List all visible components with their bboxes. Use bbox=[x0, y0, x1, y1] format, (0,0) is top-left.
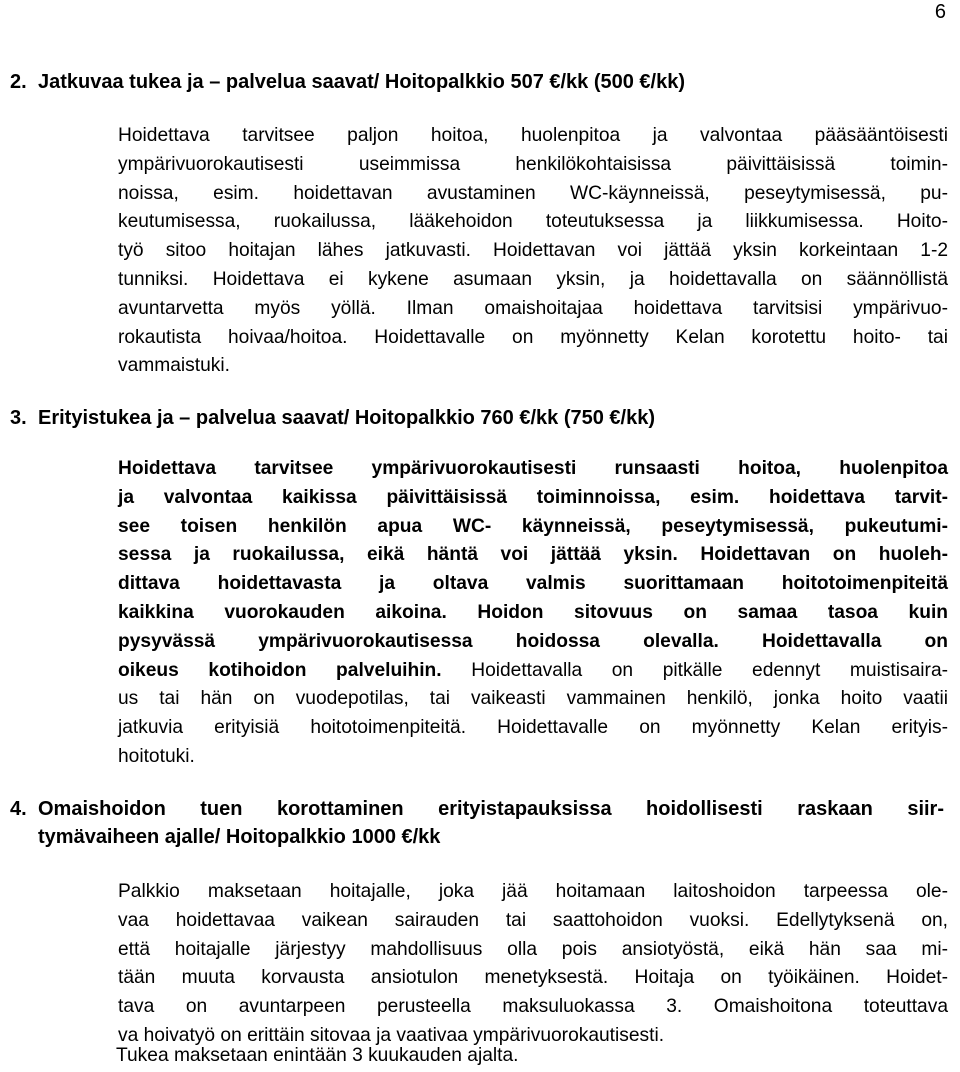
section-2-heading bbox=[10, 68, 946, 96]
paragraph-line-bold: dittava hoidettavasta ja oltava valmis suorittamaan hoitotoimenpiteitä bbox=[118, 573, 948, 595]
paragraph-line: Tukea maksetaan enintään 3 kuukauden ajalta. bbox=[116, 1045, 519, 1066]
bold-text: oikeus kotihoidon palveluihin. bbox=[118, 659, 442, 681]
section-2-number: 2. bbox=[10, 71, 27, 93]
normal-text: Hoidettavalla on pitkälle edennyt muistisaira- bbox=[441, 659, 949, 681]
page-number: 6 bbox=[934, 1, 946, 23]
section-4-paragraph bbox=[118, 878, 948, 1051]
paragraph-line: ympärivuorokautisesti useimmissa henkilökohtaisissa päivittäisissä toimin- bbox=[118, 153, 948, 175]
paragraph-line: us tai hän on vuodepotilas, tai vaikeasti vammainen henkilö, jonka hoito vaatii bbox=[118, 688, 948, 710]
paragraph-line: Hoidettava tarvitsee paljon hoitoa, huolenpitoa ja valvontaa pääsääntöisesti bbox=[118, 125, 948, 146]
section-4-heading bbox=[10, 795, 946, 851]
section-4-title-line1: Omaishoidon tuen korottaminen erityistapauksissa hoidollisesti raskaan siir- bbox=[38, 798, 944, 820]
section-3-paragraph bbox=[118, 455, 948, 772]
section-4-title-line2: tymävaiheen ajalle/ Hoitopalkkio 1000 €/kk bbox=[38, 826, 441, 848]
paragraph-line-bold: ja valvontaa kaikissa päivittäisissä toiminnoissa, esim. hoidettava tarvit- bbox=[118, 486, 948, 508]
paragraph-line: vammaistuki. bbox=[118, 355, 230, 377]
paragraph-line-bold: pysyvässä ympärivuorokautisessa hoidossa olevalla. Hoidettavalla on bbox=[118, 630, 948, 652]
paragraph-line: keutumisessa, ruokailussa, lääkehoidon toteutuksessa ja liikkumisessa. Hoito- bbox=[118, 211, 948, 233]
paragraph-line: avuntarvetta myös yöllä. Ilman omaishoitajaa hoidettava tarvitsisi ympärivuo- bbox=[118, 297, 948, 319]
paragraph-line-bold: see toisen henkilön apua WC- käynneissä, peseytymisessä, pukeutumi- bbox=[118, 515, 948, 537]
section-4-final-line bbox=[116, 1042, 946, 1071]
paragraph-line-mixed bbox=[118, 657, 948, 686]
section-2-title: Jatkuvaa tukea ja – palvelua saavat/ Hoitopalkkio 507 €/kk (500 €/kk) bbox=[38, 71, 686, 93]
paragraph-line: tään muuta korvausta ansiotulon menetyksestä. Hoitaja on työikäinen. Hoidet- bbox=[118, 967, 948, 989]
paragraph-line: hoitotuki. bbox=[118, 745, 195, 767]
paragraph-line: vaa hoidettavaa vaikean sairauden tai saattohoidon vuoksi. Edellytyksenä on, bbox=[118, 909, 948, 931]
section-4-number: 4. bbox=[10, 798, 27, 820]
section-2-paragraph bbox=[118, 122, 948, 381]
paragraph-line: tunniksi. Hoidettava ei kykene asumaan yksin, ja hoidettavalla on säännöllistä bbox=[118, 268, 948, 290]
paragraph-line: työ sitoo hoitajan lähes jatkuvasti. Hoidettavan voi jättää yksin korkeintaan 1-2 bbox=[118, 240, 948, 262]
section-3-heading bbox=[10, 404, 946, 432]
paragraph-line: noissa, esim. hoidettavan avustaminen WC-käynneissä, peseytymisessä, pu- bbox=[118, 182, 948, 204]
paragraph-line-bold: kaikkina vuorokauden aikoina. Hoidon sitovuus on samaa tasoa kuin bbox=[118, 601, 948, 623]
paragraph-line-bold: sessa ja ruokailussa, eikä häntä voi jättää yksin. Hoidettavan on huoleh- bbox=[118, 544, 948, 566]
paragraph-line: Palkkio maksetaan hoitajalle, joka jää hoitamaan laitoshoidon tarpeessa ole- bbox=[118, 881, 948, 902]
paragraph-line: va hoivatyö on erittäin sitovaa ja vaativaa ympärivuorokautisesti. bbox=[118, 1024, 665, 1046]
paragraph-line-bold: Hoidettava tarvitsee ympärivuorokautisesti runsaasti hoitoa, huolenpitoa bbox=[118, 458, 948, 479]
paragraph-line: rokautista hoivaa/hoitoa. Hoidettavalle on myönnetty Kelan korotettu hoito- tai bbox=[118, 326, 948, 348]
paragraph-line: tava on avuntarpeen perusteella maksuluokassa 3. Omaishoitona toteuttava bbox=[118, 996, 948, 1018]
paragraph-line: jatkuvia erityisiä hoitotoimenpiteitä. Hoidettavalle on myönnetty Kelan erityis- bbox=[118, 717, 948, 739]
section-3-title: Erityistukea ja – palvelua saavat/ Hoitopalkkio 760 €/kk (750 €/kk) bbox=[38, 407, 655, 429]
paragraph-line: että hoitajalle järjestyy mahdollisuus olla pois ansiotyöstä, eikä hän saa mi- bbox=[118, 938, 948, 960]
section-3-number: 3. bbox=[10, 407, 27, 429]
